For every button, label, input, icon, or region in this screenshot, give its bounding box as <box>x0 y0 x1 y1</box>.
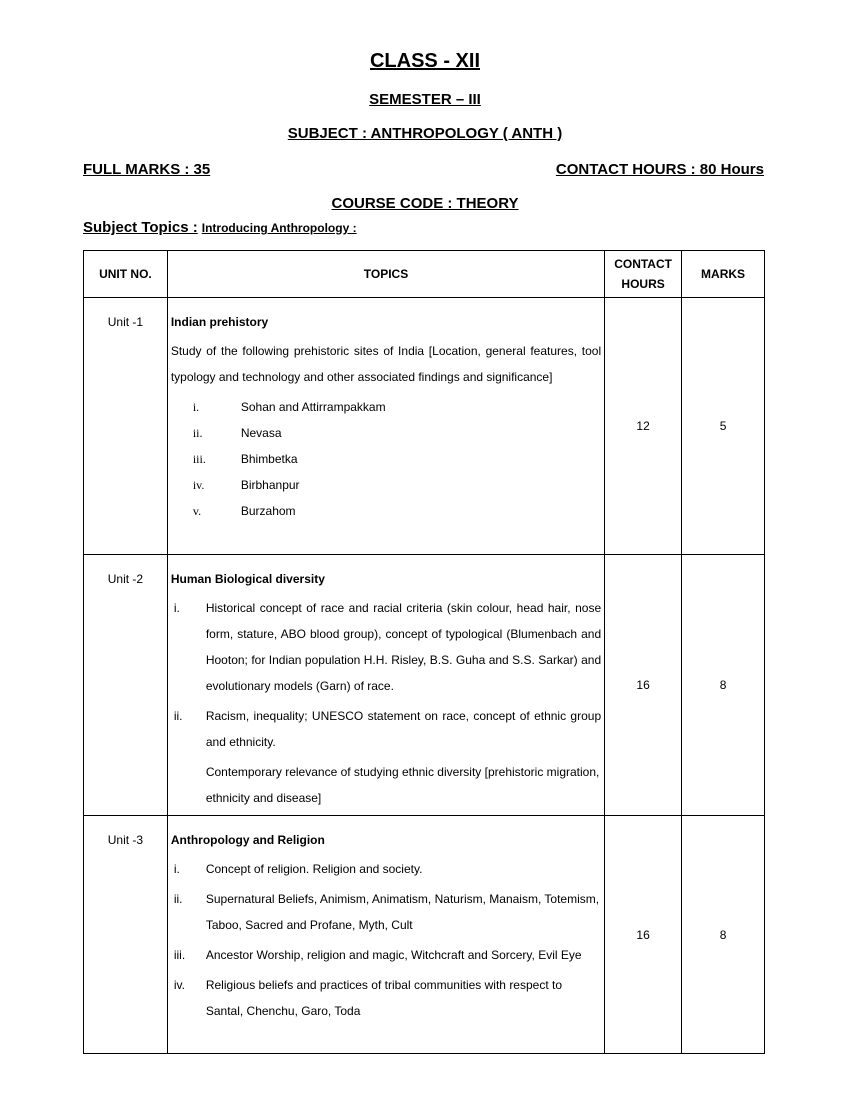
syllabus-table <box>83 250 765 1054</box>
table-row <box>84 298 765 555</box>
item-text: Birbhanpur <box>240 478 300 492</box>
contact-hours-value: 16 <box>605 816 682 1054</box>
unit-topics <box>167 298 604 555</box>
item-text: Sohan and Attirrampakkam <box>240 400 386 414</box>
item-number: v. <box>192 504 202 518</box>
table-header-row <box>84 251 765 298</box>
header-unit: UNIT NO. <box>84 251 168 298</box>
full-marks: FULL MARKS : 35 <box>83 161 211 178</box>
header-topics: TOPICS <box>167 251 604 298</box>
unit-title: Anthropology and Religion <box>170 833 325 847</box>
item-number: i. <box>173 601 180 615</box>
subject-topics-value: Introducing Anthropology : <box>201 221 357 235</box>
unit-label: Unit -2 <box>84 555 168 816</box>
subject-topics-line <box>83 219 357 237</box>
item-number: i. <box>192 400 200 414</box>
unit-label: Unit -1 <box>84 298 168 555</box>
list-item <box>171 856 601 882</box>
semester-heading: SEMESTER – III <box>369 91 481 108</box>
item-text: Historical concept of race and racial criteria (skin colour, head hair, nose form, stature, ABO blood group), concept of typological (Blumenbach and Hooton; for Indian population H.H. Risley, B.S. Guha and S.S. Sarkar) and evolutionary models (Garn) of race. <box>205 601 602 693</box>
list-item <box>171 394 601 420</box>
item-text: Racism, inequality; UNESCO statement on race, concept of ethnic group and ethnicity. <box>205 709 602 749</box>
item-text: Ancestor Worship, religion and magic, Witchcraft and Sorcery, Evil Eye <box>205 948 582 962</box>
item-number: iv. <box>173 978 185 992</box>
header-contact-line2: HOURS <box>621 277 665 291</box>
list-item <box>171 942 601 968</box>
item-number: iv. <box>192 478 205 492</box>
class-title: CLASS - XII <box>369 50 480 72</box>
list-item <box>171 472 601 498</box>
item-number: iii. <box>173 948 186 962</box>
header-contact-line1: CONTACT <box>614 257 672 271</box>
contact-hours-value: 12 <box>605 298 682 555</box>
item-text: Concept of religion. Religion and society. <box>205 862 423 876</box>
header-marks: MARKS <box>682 251 765 298</box>
unit-title: Human Biological diversity <box>170 572 325 586</box>
marks-value: 5 <box>682 298 765 555</box>
subject-heading: SUBJECT : ANTHROPOLOGY ( ANTH ) <box>287 125 563 142</box>
table-row <box>84 555 765 816</box>
table-row <box>84 816 765 1054</box>
list-item <box>171 446 601 472</box>
marks-value: 8 <box>682 555 765 816</box>
item-text: Nevasa <box>240 426 282 440</box>
item-number: ii. <box>173 709 183 723</box>
contact-hours-value: 16 <box>605 555 682 816</box>
item-text: Burzahom <box>240 504 296 518</box>
item-number: iii. <box>192 452 206 466</box>
contact-hours: CONTACT HOURS : 80 Hours <box>555 161 764 178</box>
unit-intro: Study of the following prehistoric sites of India [Location, general features, tool typology and technology and other associated findings and significance] <box>170 344 602 384</box>
list-item <box>171 886 601 938</box>
list-item <box>171 703 601 755</box>
unit-topics <box>167 555 604 816</box>
item-text: Religious beliefs and practices of tribal communities with respect to Santal, Chenchu, Garo, Toda <box>205 978 563 1018</box>
course-code: COURSE CODE : THEORY <box>331 195 519 212</box>
unit-label: Unit -3 <box>84 816 168 1054</box>
unit-title: Indian prehistory <box>170 315 269 329</box>
list-item <box>171 595 601 699</box>
item-number: i. <box>173 862 180 876</box>
item-text: Supernatural Beliefs, Animism, Animatism, Naturism, Manaism, Totemism, Taboo, Sacred and Profane, Myth, Cult <box>205 892 600 932</box>
header-contact-hours <box>605 251 682 298</box>
unit-extra: Contemporary relevance of studying ethnic diversity [prehistoric migration, ethnicity and disease] <box>205 765 600 805</box>
marks-value: 8 <box>682 816 765 1054</box>
item-text: Bhimbetka <box>240 452 298 466</box>
item-number: ii. <box>192 426 203 440</box>
unit-topics <box>167 816 604 1054</box>
list-item <box>171 498 601 524</box>
subject-topics-label: Subject Topics : <box>83 219 198 236</box>
list-item <box>171 972 601 1024</box>
list-item <box>171 420 601 446</box>
item-number: ii. <box>173 892 183 906</box>
